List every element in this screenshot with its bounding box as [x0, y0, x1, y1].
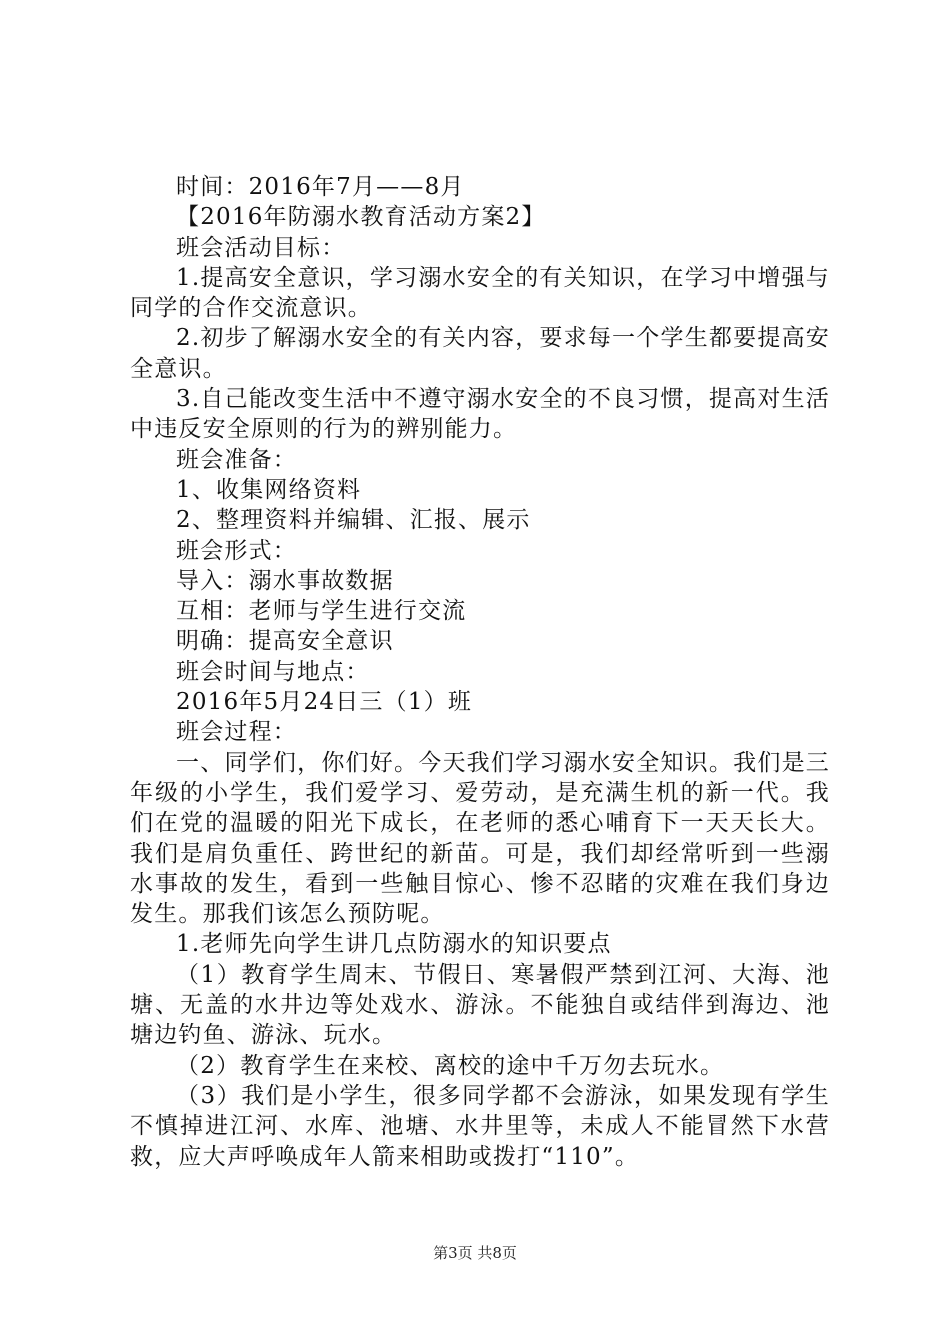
paragraph-process-heading: 班会过程： — [176, 719, 297, 746]
paragraph-format-2: 互相：老师与学生进行交流 — [176, 598, 467, 625]
paragraph-time-place: 2016年5月24日三（1）班 — [176, 689, 473, 716]
paragraph-preparation-heading: 班会准备： — [176, 446, 297, 473]
document-body — [130, 172, 830, 1172]
paragraph-teacher-points: 1.老师先向学生讲几点防溺水的知识要点 — [176, 931, 612, 958]
paragraph-preparation-1: 1、收集网络资料 — [176, 476, 362, 503]
paragraph-preparation-2: 2、整理资料并编辑、汇报、展示 — [176, 507, 531, 534]
paragraph-point-1: （1）教育学生周末、节假日、寒暑假严禁到江河、大海、池塘、无盖的水井边等处戏水、游泳。不能独自或结伴到海边、池塘边钓鱼、游泳、玩水。 — [130, 961, 830, 1049]
paragraph-format-3: 明确：提高安全意识 — [176, 628, 394, 655]
paragraph-time-place-heading: 班会时间与地点： — [176, 658, 370, 685]
paragraph-goal-3: 3.自己能改变生活中不遵守溺水安全的不良习惯，提高对生活中违反安全原则的行为的辨别能力。 — [130, 386, 830, 443]
paragraph-goals-heading: 班会活动目标： — [176, 234, 346, 261]
paragraph-format-1: 导入：溺水事故数据 — [176, 567, 394, 594]
page-number-label: 第3页 共8页 — [433, 1244, 517, 1262]
paragraph-time: 时间：2016年7月——8月 — [176, 174, 465, 200]
paragraph-point-2: （2）教育学生在来校、离校的途中千万勿去玩水。 — [176, 1052, 725, 1079]
page-footer — [0, 1243, 950, 1263]
paragraph-heading: 【2016年防溺水教育活动方案2】 — [176, 204, 546, 231]
paragraph-point-3: （3）我们是小学生，很多同学都不会游泳，如果发现有学生不慎掉进江河、水库、池塘、水井里等，未成人不能冒然下水营救，应大声呼唤成年人箭来相助或拨打“110”。 — [130, 1082, 830, 1170]
paragraph-format-heading: 班会形式： — [176, 537, 297, 564]
paragraph-goal-2: 2.初步了解溺水安全的有关内容，要求每一个学生都要提高安全意识。 — [130, 325, 830, 382]
paragraph-goal-1: 1.提高安全意识，学习溺水安全的有关知识，在学习中增强与同学的合作交流意识。 — [130, 264, 830, 322]
paragraph-process-intro: 一、同学们，你们好。今天我们学习溺水安全知识。我们是三年级的小学生，我们爱学习、爱劳动，是充满生机的新一代。我们在党的温暖的阳光下成长，在老师的悉心哺育下一天天长大。我们是肩负重任、跨世纪的新苗。可是，我们却经常听到一些溺水事故的发生，看到一些触目惊心、惨不忍睹的灾难在我们身边发生。那我们该怎么预防呢。 — [130, 749, 830, 928]
